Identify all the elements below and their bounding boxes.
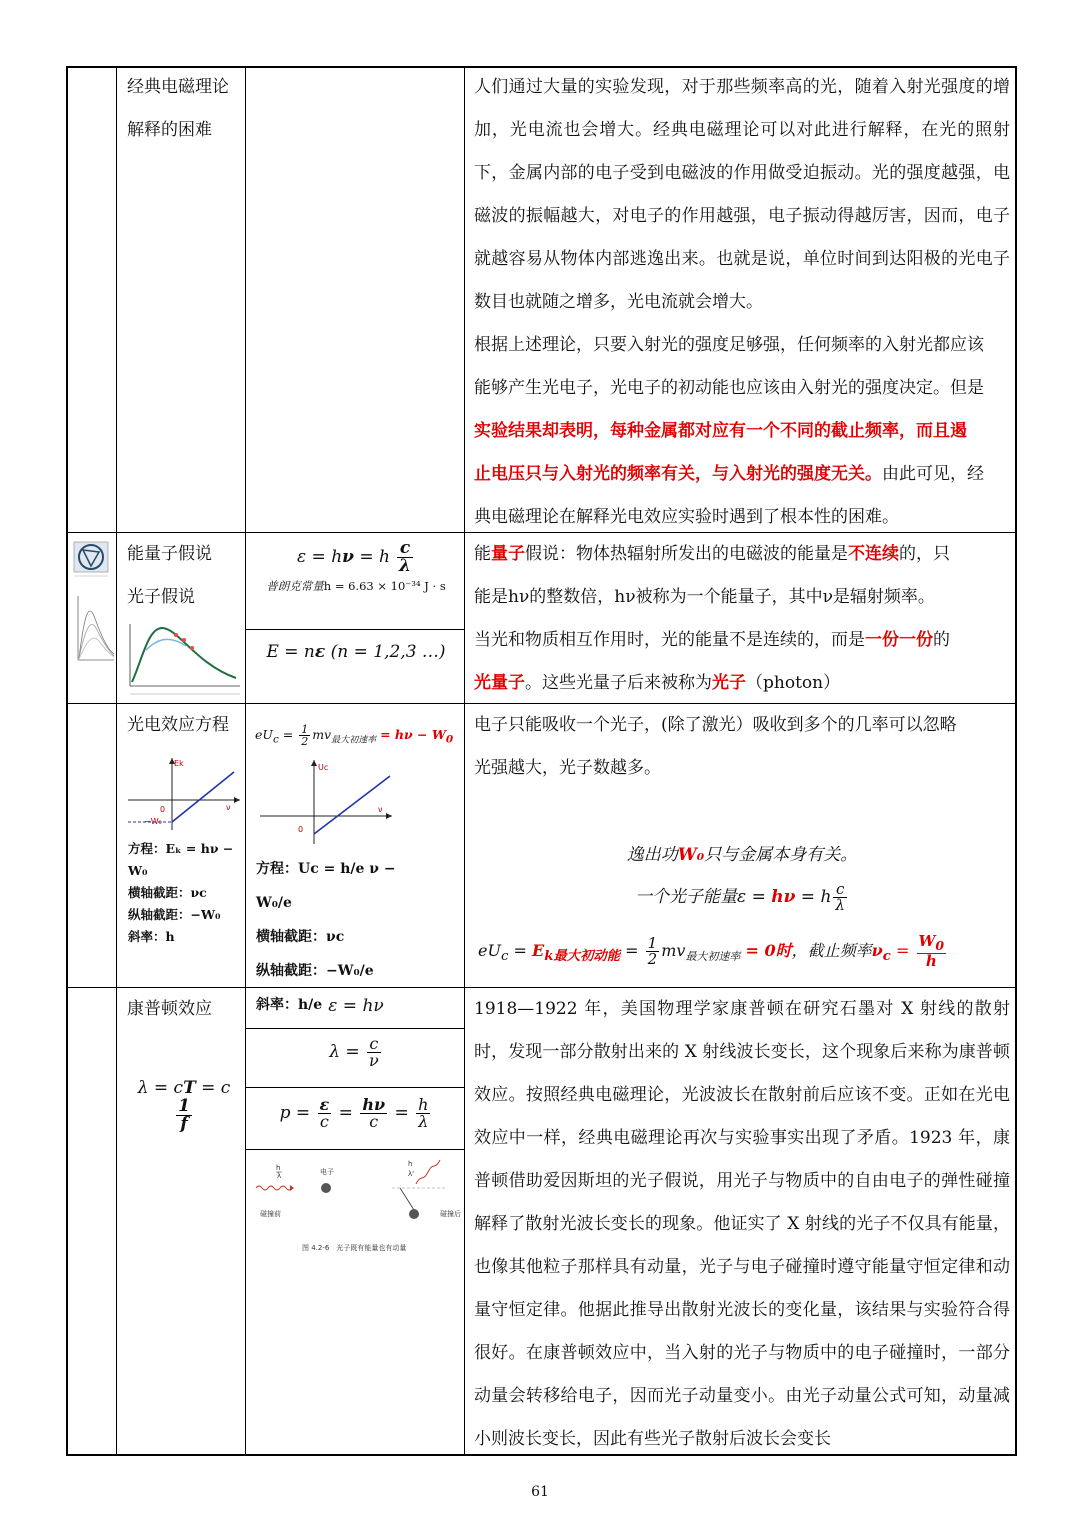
row2-l3-post: 的 bbox=[933, 630, 950, 650]
row1-last-line: 典电磁理论在解释光电效应实验时遇到了根本性的困难。 bbox=[474, 507, 899, 527]
mid-slope: 斜率：h/e bbox=[256, 997, 323, 1013]
row2-l1-pre: 能 bbox=[474, 544, 491, 564]
planck-label: 普朗克常量 bbox=[266, 579, 324, 593]
wavelength-period-formula: λ = cT = c $\frac{1}{f}$ bbox=[137, 1078, 231, 1134]
row3-line2: 光强越大，光子数越多。 bbox=[474, 758, 661, 778]
mid-equation: 方程：Uc = h/e ν − W₀/e bbox=[256, 861, 396, 911]
left-equation: 方程：Eₖ = hν − W₀ bbox=[128, 841, 234, 878]
row2-l4-red1: 光量子 bbox=[474, 673, 525, 693]
pe-pre: 一个光子能量ε = bbox=[635, 887, 766, 907]
row1-title: 经典电磁理论 解释的困难 bbox=[127, 77, 229, 140]
planck-constant bbox=[246, 579, 466, 593]
svg-text:h: h bbox=[408, 1160, 413, 1168]
wf-red: W₀ bbox=[677, 845, 705, 865]
row1-tail: 由此可见，经 bbox=[882, 464, 984, 484]
electron-label: 电子 bbox=[320, 1168, 334, 1176]
origin-label-2: 0 bbox=[298, 825, 304, 834]
photon-energy-formula: ε = hν bbox=[328, 996, 384, 1016]
compton-scattering-figure bbox=[250, 1158, 466, 1258]
row2-line3 bbox=[474, 619, 1010, 662]
left-y-intercept: 纵轴截距：−W₀ bbox=[128, 907, 221, 922]
row2-line1 bbox=[474, 533, 1010, 576]
mid-x-intercept: 横轴截距：νc bbox=[256, 929, 345, 945]
row4-body: 1918—1922 年，美国物理学家康普顿在研究石墨对 X 射线的散射时，发现一部分散射出来的 X 射线波长变长，这个现象后来称为康普顿效应。按照经典电磁理论，光波波长在散射前后应该不变。正如在光电效应中一样，经典电磁理论再次与实验事实出现了矛盾。1923 年，康普顿借助爱因斯坦的光子假说，用光子与物质中的自由电子的弹性碰撞解释了散射光波长变长的现象。他证实了 X 射线的光子不仅具有能量，也像其他粒子那样具有动量，光子与电子碰撞时遵守能量守恒定律和动量守恒定律。他据此推导出散射光波长的变化量，该结果与实验符合得很好。在康普顿效应中，当入射的光子与物质中的电子碰撞时，一部分动量会转移给电子，因而光子动量变小。由光子动量公式可知，动量减小则波长变长，因此有些光子散射后波长会变长 bbox=[474, 999, 1010, 1449]
row2-body bbox=[474, 533, 1010, 705]
svg-text:h: h bbox=[276, 1164, 281, 1172]
stopping-voltage-formula: $eU_c$ = $\frac{1}{2}$ $mv_{最大初速率} = h\nu - W_0$ bbox=[255, 723, 454, 748]
page-number: 61 bbox=[531, 1484, 549, 1500]
uc-vs-nu-graph bbox=[256, 756, 396, 846]
work-function-note bbox=[474, 840, 1010, 865]
wf-post: 只与金属本身有关。 bbox=[704, 845, 858, 865]
row1-para2-line2: 能够产生光电子，光电子的初动能也应该由入射光的强度决定。但是 bbox=[474, 378, 984, 398]
row2-l4-red2: 光子 bbox=[712, 673, 746, 693]
radiation-curve-thumbnail bbox=[72, 588, 116, 668]
svg-text:λ: λ bbox=[277, 1172, 282, 1180]
row2-l1-red2: 不连续 bbox=[848, 544, 899, 564]
ek-vs-nu-graph bbox=[124, 752, 246, 834]
row3-line1: 电子只能吸收一个光子，(除了激光）吸收到多个的几率可以忽略 bbox=[474, 715, 957, 735]
nu-axis-label-2: ν bbox=[378, 805, 383, 814]
w0-label: −W₀ bbox=[144, 817, 162, 826]
cutoff-frequency-note: $eU_c = E_{k最大初动能}$ = $\frac{1}{2}$ $mv_{最大初速率} = 0$时，截止频率$\nu_c$ = $\frac{W_0}{h}$ bbox=[478, 932, 945, 970]
planck-relation-formula: ε = hν = h $\frac{c}{\lambda}$ 普朗克常量h = 6.63 × 10⁻³⁴ J · s bbox=[246, 540, 466, 593]
energy-quantum-formula: E = nε (n = 1,2,3 …) bbox=[266, 642, 446, 662]
row2-l1-post: 的，只 bbox=[899, 544, 950, 564]
before-collision-label: 碰撞前 bbox=[260, 1210, 281, 1218]
row3-title: 光电效应方程 bbox=[127, 715, 229, 735]
row2-l4-post: （photon） bbox=[746, 673, 841, 693]
wf-pre: 逸出功 bbox=[626, 845, 678, 865]
wavelength-frequency-formula: λ = $\frac{c}{\nu}$ bbox=[329, 1034, 379, 1070]
photon-momentum-formula: p = $\frac{\varepsilon}{c}$ = $\frac{h\nu}{c}$ = $\frac{h}{\lambda}$ bbox=[279, 1095, 429, 1131]
photoelectric-left-notes bbox=[128, 838, 248, 948]
nu-axis-label: ν bbox=[226, 803, 231, 812]
row2-title-line1: 能量子假说 bbox=[127, 544, 212, 564]
row2-title-line2: 光子假说 bbox=[127, 587, 195, 607]
mid-y-intercept: 纵轴截距：−W₀/e bbox=[256, 963, 374, 979]
row2-l4-mid: 。这些光量子后来被称为 bbox=[525, 673, 712, 693]
row1-paragraph1: 人们通过大量的实验发现，对于那些频率高的光，随着入射光强度的增加，光电流也会增大。经典电磁理论可以对此进行解释，在光的照射下，金属内部的电子受到电磁波的作用做受迫振动。光的强度越强，电磁波的振幅越大，对电子的作用越强，电子振动得越厉害，因而，电子就越容易从物体内部逃逸出来。也就是说，单位时间到达阳极的光电子数目也就随之增多，光电流就会增大。 bbox=[474, 77, 1010, 312]
blackbody-radiation-chart bbox=[126, 620, 244, 700]
row2-line4 bbox=[474, 662, 1010, 705]
planck-value: h = 6.63 × 10⁻³⁴ J · s bbox=[323, 579, 446, 593]
row1-red-line2-wrap bbox=[474, 453, 1010, 496]
row2-title bbox=[127, 533, 242, 619]
row3-body bbox=[474, 704, 1010, 790]
row2-l3-pre: 当光和物质相互作用时，光的能量不是连续的，而是 bbox=[474, 630, 865, 650]
row4-title: 康普顿效应 bbox=[127, 999, 212, 1019]
pe-red: hν bbox=[771, 887, 796, 907]
photon-energy-note: 一个光子能量ε = hν = h $\frac{c}{\lambda}$ bbox=[635, 880, 845, 914]
row1-body bbox=[474, 66, 1010, 539]
figure-caption: 图 4.2-6 光子既有能量也有动量 bbox=[302, 1244, 407, 1252]
origin-label: 0 bbox=[160, 805, 166, 814]
after-collision-label: 碰撞后 bbox=[440, 1210, 461, 1218]
ek-axis-label: Ek bbox=[174, 759, 184, 768]
rotating-diagram-thumbnail bbox=[72, 540, 112, 582]
row2-l1-red1: 量子 bbox=[491, 544, 525, 564]
row1-red-line1: 实验结果却表明，每种金属都对应有一个不同的截止频率，而且遏 bbox=[474, 421, 967, 441]
row1-para2-line1: 根据上述理论，只要入射光的强度足够强，任何频率的入射光都应该 bbox=[474, 335, 984, 355]
row2-l3-red: 一份一份 bbox=[865, 630, 933, 650]
row1-red-line2: 止电压只与入射光的频率有关，与入射光的强度无关。 bbox=[474, 464, 882, 484]
row2-line2: 能是hν的整数倍，hν被称为一个能量子，其中ν是辐射频率。 bbox=[474, 587, 935, 607]
uc-axis-label: Uc bbox=[318, 763, 329, 772]
svg-text:λ': λ' bbox=[408, 1170, 415, 1178]
left-x-intercept: 横轴截距：νc bbox=[128, 885, 207, 900]
left-slope: 斜率：h bbox=[128, 929, 175, 944]
row2-l1-mid: 假说：物体热辐射所发出的电磁波的能量是 bbox=[525, 544, 848, 564]
